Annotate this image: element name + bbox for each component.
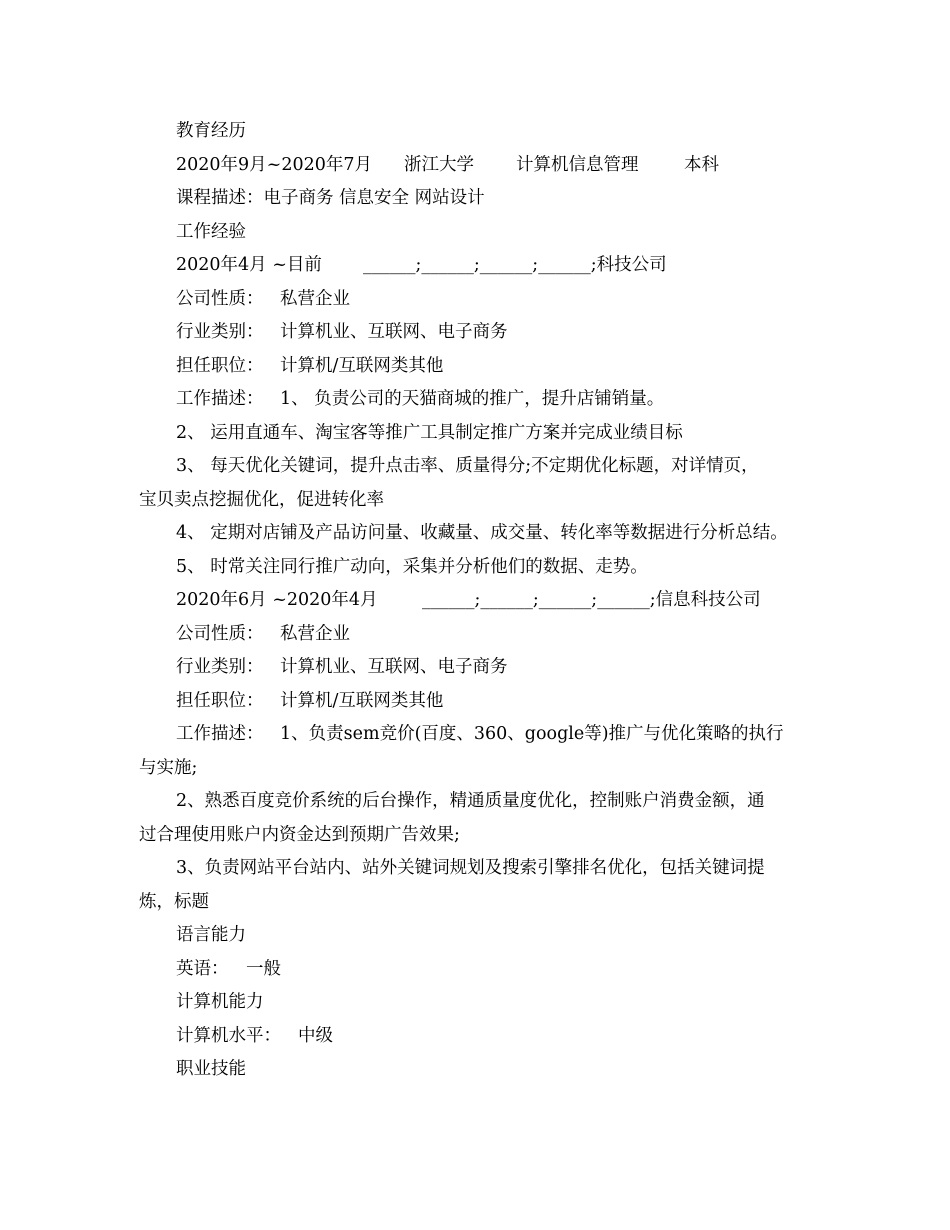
language-english-label: 英语： — [176, 958, 229, 979]
job2-desc-2a: 2、熟悉百度竞价系统的后台操作，精通质量度优化，控制账户消费金额，通 — [176, 791, 765, 811]
job1-desc-label: 工作描述： — [176, 389, 264, 409]
education-major: 计算机信息管理 — [516, 154, 639, 175]
job2-nature-value: 私营企业 — [280, 623, 350, 644]
education-heading: 教育经历 — [176, 121, 246, 141]
job2-position — [139, 685, 819, 719]
job2-period: 2020年6月 ~2020年4月 — [176, 590, 378, 610]
job1-position-label: 担任职位： — [176, 355, 264, 376]
computer-level — [139, 1020, 819, 1054]
language-english — [139, 953, 819, 987]
job2-header — [139, 584, 819, 618]
job1-period: 2020年4月 ~目前 — [176, 255, 322, 275]
computer-level-value: 中级 — [298, 1025, 333, 1046]
job2-desc-2b: 过合理使用账户内资金达到预期广告效果; — [139, 824, 460, 845]
job1-header — [139, 249, 819, 283]
job2-desc — [139, 718, 819, 752]
job2-industry-value: 计算机业、互联网、电子商务 — [280, 657, 508, 677]
job1-desc-3b: 宝贝卖点挖掘优化，促进转化率 — [139, 489, 384, 510]
job1-nature-label: 公司性质： — [176, 288, 264, 309]
computer-heading: 计算机能力 — [176, 992, 264, 1012]
job2-industry-label: 行业类别： — [176, 657, 264, 677]
education-entry — [139, 149, 819, 183]
job2-desc-3b: 炼，标题 — [139, 891, 209, 912]
job1-industry-value: 计算机业、互联网、电子商务 — [280, 322, 508, 342]
work-heading: 工作经验 — [176, 221, 246, 242]
job2-desc-1a: 1、负责sem竞价(百度、360、google等)推广与优化策略的执行 — [280, 724, 784, 744]
education-school: 浙江大学 — [404, 154, 474, 175]
job1-company: ______;______;______;______;科技公司 — [363, 255, 667, 275]
job1-desc-1: 1、 负责公司的天猫商城的推广，提升店铺销量。 — [280, 389, 665, 409]
language-heading: 语言能力 — [176, 925, 246, 945]
job2-industry — [139, 651, 819, 685]
education-degree: 本科 — [684, 154, 719, 175]
job2-desc-3a: 3、负责网站平台站内、站外关键词规划及搜索引擎排名优化，包括关键词提 — [176, 858, 765, 878]
job2-desc-1b: 与实施; — [139, 757, 198, 778]
skills-heading: 职业技能 — [176, 1059, 246, 1079]
job1-position-value: 计算机/互联网类其他 — [280, 355, 444, 376]
language-english-value: 一般 — [246, 958, 281, 979]
job1-desc-4: 4、 定期对店铺及产品访问量、收藏量、成交量、转化率等数据进行分析总结。 — [176, 523, 788, 543]
job1-desc — [139, 383, 819, 417]
resume-content — [139, 115, 819, 1087]
job2-position-label: 担任职位： — [176, 690, 264, 711]
job2-nature — [139, 618, 819, 652]
job1-desc-5: 5、 时常关注同行推广动向，采集并分析他们的数据、走势。 — [176, 556, 648, 577]
job1-nature — [139, 283, 819, 317]
job1-nature-value: 私营企业 — [280, 288, 350, 309]
job1-industry — [139, 316, 819, 350]
job1-desc-2: 2、 运用直通车、淘宝客等推广工具制定推广方案并完成业绩目标 — [176, 422, 683, 443]
job1-position — [139, 350, 819, 384]
job1-industry-label: 行业类别： — [176, 322, 264, 342]
computer-level-label: 计算机水平： — [176, 1025, 281, 1046]
job2-company: ______;______;______;______;信息科技公司 — [422, 590, 761, 610]
job1-desc-3a: 3、 每天优化关键词，提升点击率、质量得分;不定期优化标题，对详情页， — [176, 456, 759, 476]
job2-position-value: 计算机/互联网类其他 — [280, 690, 444, 711]
education-courses: 课程描述：电子商务 信息安全 网站设计 — [176, 188, 485, 208]
education-period: 2020年9月~2020年7月 — [176, 154, 373, 175]
job2-nature-label: 公司性质： — [176, 623, 264, 644]
job2-desc-label: 工作描述： — [176, 724, 264, 744]
